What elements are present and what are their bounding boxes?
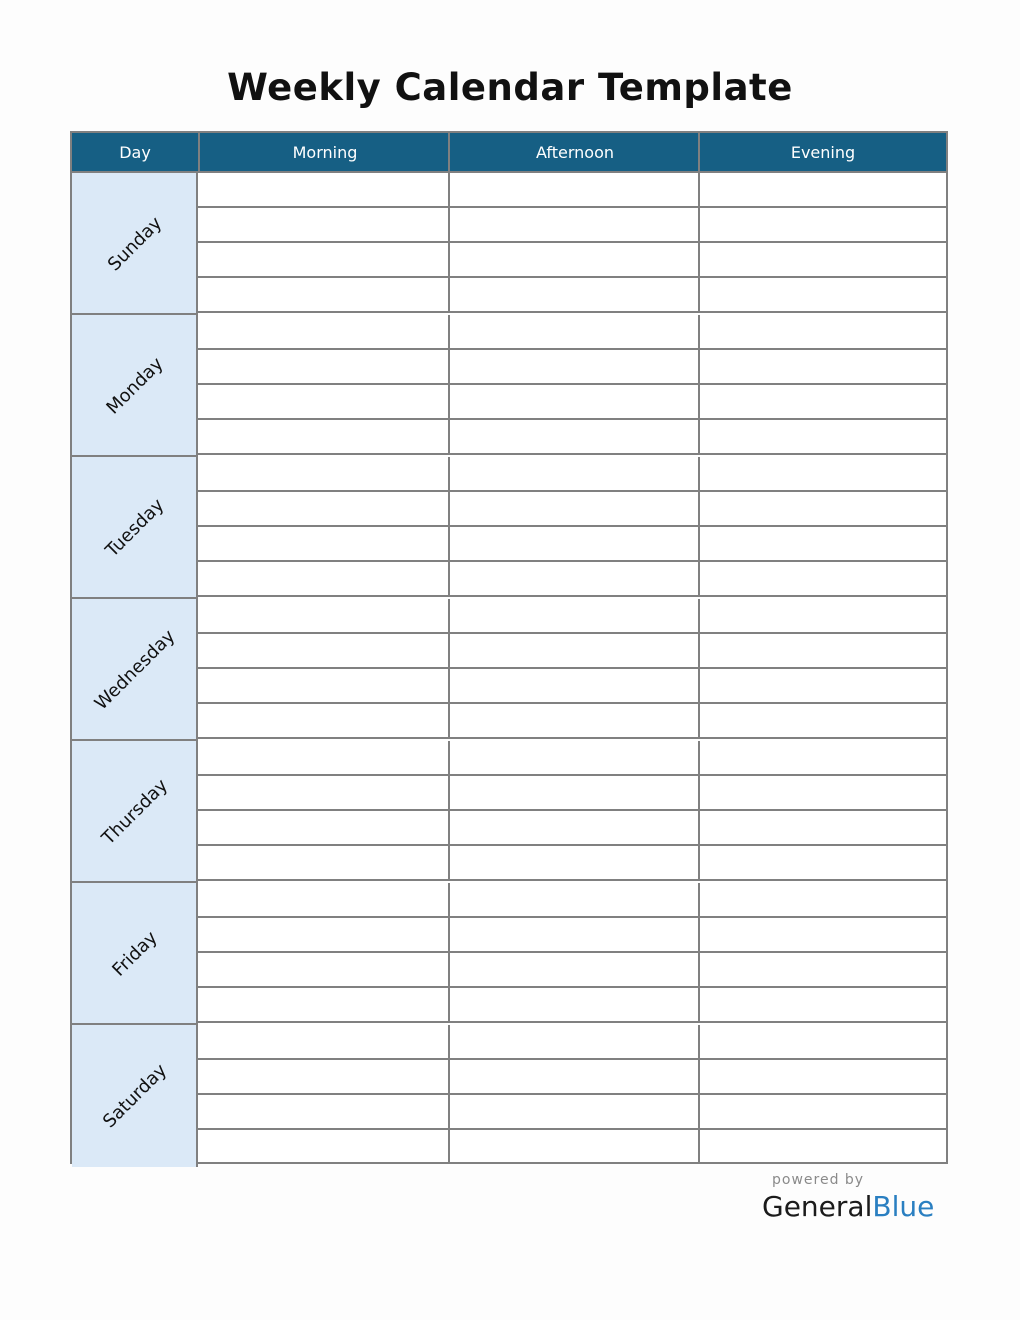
morning-slot[interactable] <box>198 1025 448 1058</box>
evening-slot[interactable] <box>698 173 946 206</box>
day-label-cell <box>72 315 198 457</box>
slot-row <box>198 883 946 918</box>
brand-general-text: General <box>762 1190 873 1223</box>
slot-row <box>198 527 946 562</box>
afternoon-slot[interactable] <box>448 315 698 348</box>
slot-row <box>198 1025 946 1060</box>
footer-branding <box>762 1172 942 1223</box>
slot-row <box>198 669 946 704</box>
morning-slot[interactable] <box>198 811 448 844</box>
afternoon-slot[interactable] <box>448 1025 698 1058</box>
day-label: Wednesday <box>90 625 180 715</box>
evening-slot[interactable] <box>698 1130 946 1163</box>
afternoon-slot[interactable] <box>448 1130 698 1163</box>
day-label-cell <box>72 173 198 315</box>
evening-slot[interactable] <box>698 988 946 1021</box>
evening-slot[interactable] <box>698 776 946 809</box>
evening-slot[interactable] <box>698 704 946 737</box>
brand-logo <box>762 1190 942 1223</box>
evening-slot[interactable] <box>698 278 946 311</box>
header-morning: Morning <box>198 133 450 171</box>
evening-slot[interactable] <box>698 599 946 632</box>
day-block-tuesday <box>72 457 946 599</box>
slot-row <box>198 634 946 669</box>
evening-slot[interactable] <box>698 1025 946 1058</box>
day-block-thursday <box>72 741 946 883</box>
day-label-cell <box>72 1025 198 1167</box>
evening-slot[interactable] <box>698 918 946 951</box>
day-label-cell <box>72 883 198 1025</box>
morning-slot[interactable] <box>198 527 448 560</box>
morning-slot[interactable] <box>198 420 448 453</box>
evening-slot[interactable] <box>698 243 946 276</box>
morning-slot[interactable] <box>198 315 448 348</box>
afternoon-slot[interactable] <box>448 988 698 1021</box>
evening-slot[interactable] <box>698 527 946 560</box>
afternoon-slot[interactable] <box>448 741 698 774</box>
afternoon-slot[interactable] <box>448 562 698 595</box>
morning-slot[interactable] <box>198 669 448 702</box>
evening-slot[interactable] <box>698 350 946 383</box>
day-block-monday <box>72 315 946 457</box>
day-block-friday <box>72 883 946 1025</box>
slot-row <box>198 173 946 208</box>
evening-slot[interactable] <box>698 208 946 241</box>
afternoon-slot[interactable] <box>448 278 698 311</box>
morning-slot[interactable] <box>198 599 448 632</box>
slot-row <box>198 492 946 527</box>
morning-slot[interactable] <box>198 243 448 276</box>
brand-blue-text: Blue <box>872 1190 935 1223</box>
morning-slot[interactable] <box>198 918 448 951</box>
morning-slot[interactable] <box>198 173 448 206</box>
morning-slot[interactable] <box>198 883 448 916</box>
morning-slot[interactable] <box>198 1095 448 1128</box>
morning-slot[interactable] <box>198 1060 448 1093</box>
morning-slot[interactable] <box>198 704 448 737</box>
afternoon-slot[interactable] <box>448 208 698 241</box>
slot-row <box>198 1060 946 1095</box>
day-label: Monday <box>102 353 168 419</box>
slot-row <box>198 208 946 243</box>
morning-slot[interactable] <box>198 385 448 418</box>
afternoon-slot[interactable] <box>448 492 698 525</box>
morning-slot[interactable] <box>198 846 448 879</box>
afternoon-slot[interactable] <box>448 918 698 951</box>
slot-row <box>198 315 946 350</box>
day-label-cell <box>72 599 198 741</box>
slot-row <box>198 385 946 420</box>
evening-slot[interactable] <box>698 669 946 702</box>
afternoon-slot[interactable] <box>448 776 698 809</box>
afternoon-slot[interactable] <box>448 420 698 453</box>
morning-slot[interactable] <box>198 350 448 383</box>
weekly-calendar-table <box>70 131 948 1164</box>
header-evening: Evening <box>698 133 946 171</box>
day-block-wednesday <box>72 599 946 741</box>
header-day: Day <box>119 143 151 162</box>
slot-row <box>198 741 946 776</box>
day-label: Friday <box>108 927 162 981</box>
day-label: Sunday <box>103 212 167 276</box>
slot-row <box>198 350 946 385</box>
day-label-cell <box>72 457 198 599</box>
afternoon-slot[interactable] <box>448 1095 698 1128</box>
evening-slot[interactable] <box>698 385 946 418</box>
evening-slot[interactable] <box>698 846 946 879</box>
morning-slot[interactable] <box>198 776 448 809</box>
powered-by-text: powered by <box>772 1172 865 1188</box>
slot-row <box>198 918 946 953</box>
afternoon-slot[interactable] <box>448 599 698 632</box>
evening-slot[interactable] <box>698 883 946 916</box>
afternoon-slot[interactable] <box>448 527 698 560</box>
day-block-sunday <box>72 173 946 315</box>
slot-row <box>198 599 946 634</box>
evening-slot[interactable] <box>698 953 946 986</box>
evening-slot[interactable] <box>698 1060 946 1093</box>
morning-slot[interactable] <box>198 1130 448 1163</box>
evening-slot[interactable] <box>698 562 946 595</box>
day-block-saturday <box>72 1025 946 1167</box>
day-label: Saturday <box>98 1059 172 1133</box>
slot-row <box>198 953 946 988</box>
morning-slot[interactable] <box>198 278 448 311</box>
afternoon-slot[interactable] <box>448 669 698 702</box>
slot-row <box>198 562 946 597</box>
morning-slot[interactable] <box>198 741 448 774</box>
slot-row <box>198 776 946 811</box>
morning-slot[interactable] <box>198 988 448 1021</box>
afternoon-slot[interactable] <box>448 243 698 276</box>
slot-row <box>198 278 946 313</box>
day-label: Thursday <box>97 774 173 850</box>
evening-slot[interactable] <box>698 420 946 453</box>
afternoon-slot[interactable] <box>448 385 698 418</box>
afternoon-slot[interactable] <box>448 457 698 490</box>
evening-slot[interactable] <box>698 811 946 844</box>
slot-row <box>198 704 946 739</box>
morning-slot[interactable] <box>198 953 448 986</box>
afternoon-slot[interactable] <box>448 350 698 383</box>
morning-slot[interactable] <box>198 562 448 595</box>
slot-row <box>198 988 946 1023</box>
slot-row <box>198 457 946 492</box>
afternoon-slot[interactable] <box>448 953 698 986</box>
slot-row <box>198 846 946 881</box>
afternoon-slot[interactable] <box>448 1060 698 1093</box>
evening-slot[interactable] <box>698 457 946 490</box>
morning-slot[interactable] <box>198 208 448 241</box>
evening-slot[interactable] <box>698 634 946 667</box>
morning-slot[interactable] <box>198 492 448 525</box>
afternoon-slot[interactable] <box>448 883 698 916</box>
evening-slot[interactable] <box>698 492 946 525</box>
evening-slot[interactable] <box>698 741 946 774</box>
evening-slot[interactable] <box>698 1095 946 1128</box>
slot-row <box>198 811 946 846</box>
afternoon-slot[interactable] <box>448 704 698 737</box>
slot-row <box>198 1130 946 1163</box>
slot-row <box>198 243 946 278</box>
afternoon-slot[interactable] <box>448 634 698 667</box>
day-label: Tuesday <box>101 494 169 562</box>
page-title: Weekly Calendar Template <box>227 66 793 109</box>
afternoon-slot[interactable] <box>448 846 698 879</box>
afternoon-slot[interactable] <box>448 811 698 844</box>
slot-row <box>198 1095 946 1130</box>
table-header-row <box>72 133 946 173</box>
slot-row <box>198 420 946 455</box>
day-label-cell <box>72 741 198 883</box>
afternoon-slot[interactable] <box>448 173 698 206</box>
header-afternoon: Afternoon <box>448 133 700 171</box>
evening-slot[interactable] <box>698 315 946 348</box>
morning-slot[interactable] <box>198 634 448 667</box>
morning-slot[interactable] <box>198 457 448 490</box>
